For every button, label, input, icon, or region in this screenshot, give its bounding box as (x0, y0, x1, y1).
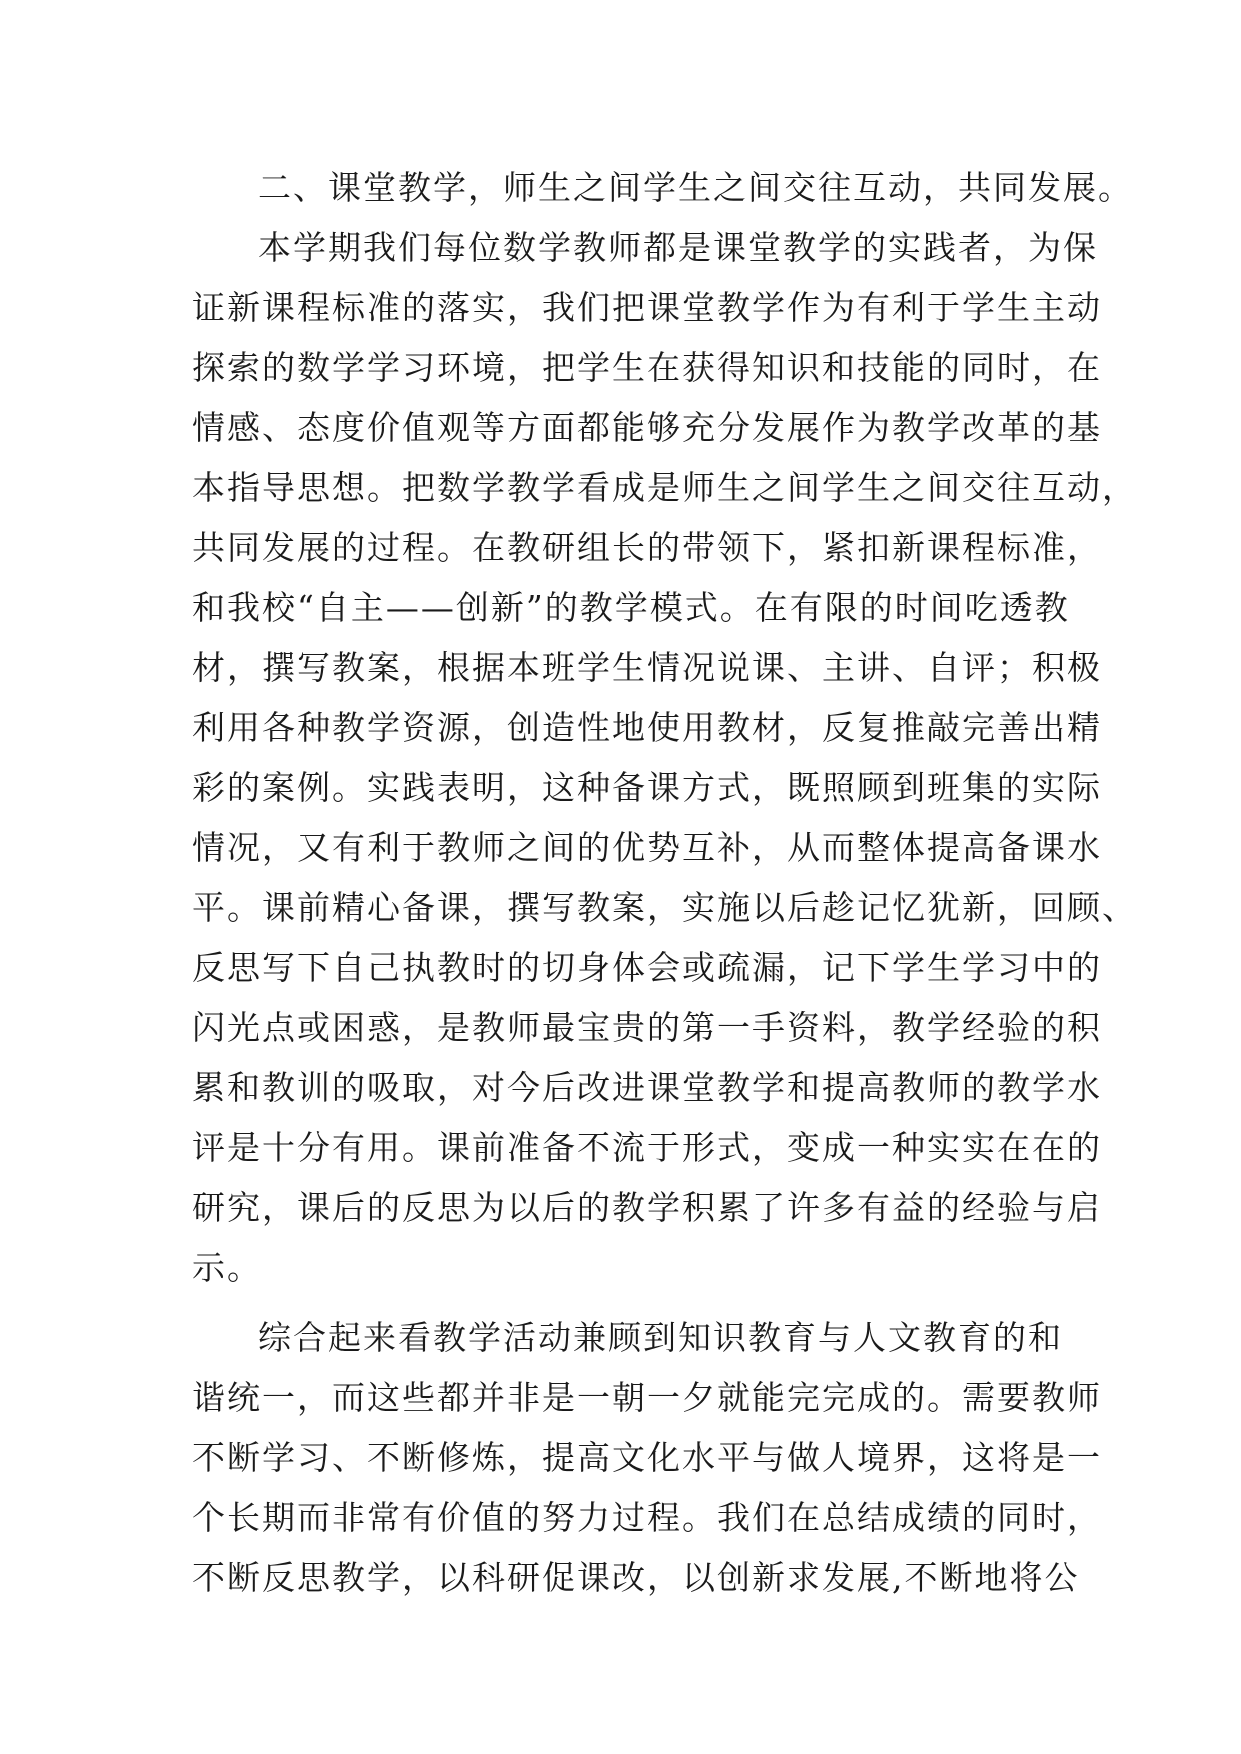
paragraph-line: 材，撰写教案，根据本班学生情况说课、主讲、自评；积极 (192, 648, 1102, 687)
paragraph-1 (192, 218, 1137, 1298)
paragraph-line: 彩的案例。实践表明，这种备课方式，既照顾到班集的实际 (192, 768, 1102, 807)
paragraph-line: 个长期而非常有价值的努力过程。我们在总结成绩的同时， (192, 1498, 1102, 1537)
paragraph-line: 平。课前精心备课，撰写教案，实施以后趁记忆犹新，回顾、 (192, 888, 1137, 927)
paragraph-line: 本指导思想。把数学教学看成是师生之间学生之间交往互动， (192, 468, 1137, 507)
document-body (192, 158, 1137, 1608)
section-heading: 二、课堂教学，师生之间学生之间交往互动，共同发展。 (258, 168, 1133, 207)
paragraph-line: 不断反思教学，以科研促课改，以创新求发展,不断地将公 (192, 1558, 1080, 1597)
paragraph-line: 累和教训的吸取，对今后改进课堂教学和提高教师的教学水 (192, 1068, 1102, 1107)
paragraph-line: 探索的数学学习环境，把学生在获得知识和技能的同时，在 (192, 348, 1102, 387)
paragraph-line: 本学期我们每位数学教师都是课堂教学的实践者，为保 (258, 228, 1098, 267)
paragraph-line: 评是十分有用。课前准备不流于形式，变成一种实实在在的 (192, 1128, 1102, 1167)
paragraph-line: 情况，又有利于教师之间的优势互补，从而整体提高备课水 (192, 828, 1102, 867)
paragraph-2 (192, 1308, 1102, 1608)
paragraph-line: 和我校“自主——创新”的教学模式。在有限的时间吃透教 (192, 588, 1070, 627)
paragraph-line: 利用各种教学资源，创造性地使用教材，反复推敲完善出精 (192, 708, 1102, 747)
paragraph-line: 证新课程标准的落实，我们把课堂教学作为有利于学生主动 (192, 288, 1102, 327)
paragraph-line: 谐统一，而这些都并非是一朝一夕就能完完成的。需要教师 (192, 1378, 1102, 1417)
paragraph-line: 不断学习、不断修炼，提高文化水平与做人境界，这将是一 (192, 1438, 1102, 1477)
paragraph-line: 示。 (192, 1248, 262, 1287)
paragraph-line: 共同发展的过程。在教研组长的带领下，紧扣新课程标准， (192, 528, 1102, 567)
paragraph-spacer (192, 1298, 1054, 1308)
paragraph-line: 反思写下自己执教时的切身体会或疏漏，记下学生学习中的 (192, 948, 1102, 987)
paragraph-line: 研究，课后的反思为以后的教学积累了许多有益的经验与启 (192, 1188, 1102, 1227)
paragraph-line: 闪光点或困惑，是教师最宝贵的第一手资料，教学经验的积 (192, 1008, 1102, 1047)
paragraph-line: 情感、态度价值观等方面都能够充分发展作为教学改革的基 (192, 408, 1102, 447)
paragraph-line: 综合起来看教学活动兼顾到知识教育与人文教育的和 (258, 1318, 1063, 1357)
